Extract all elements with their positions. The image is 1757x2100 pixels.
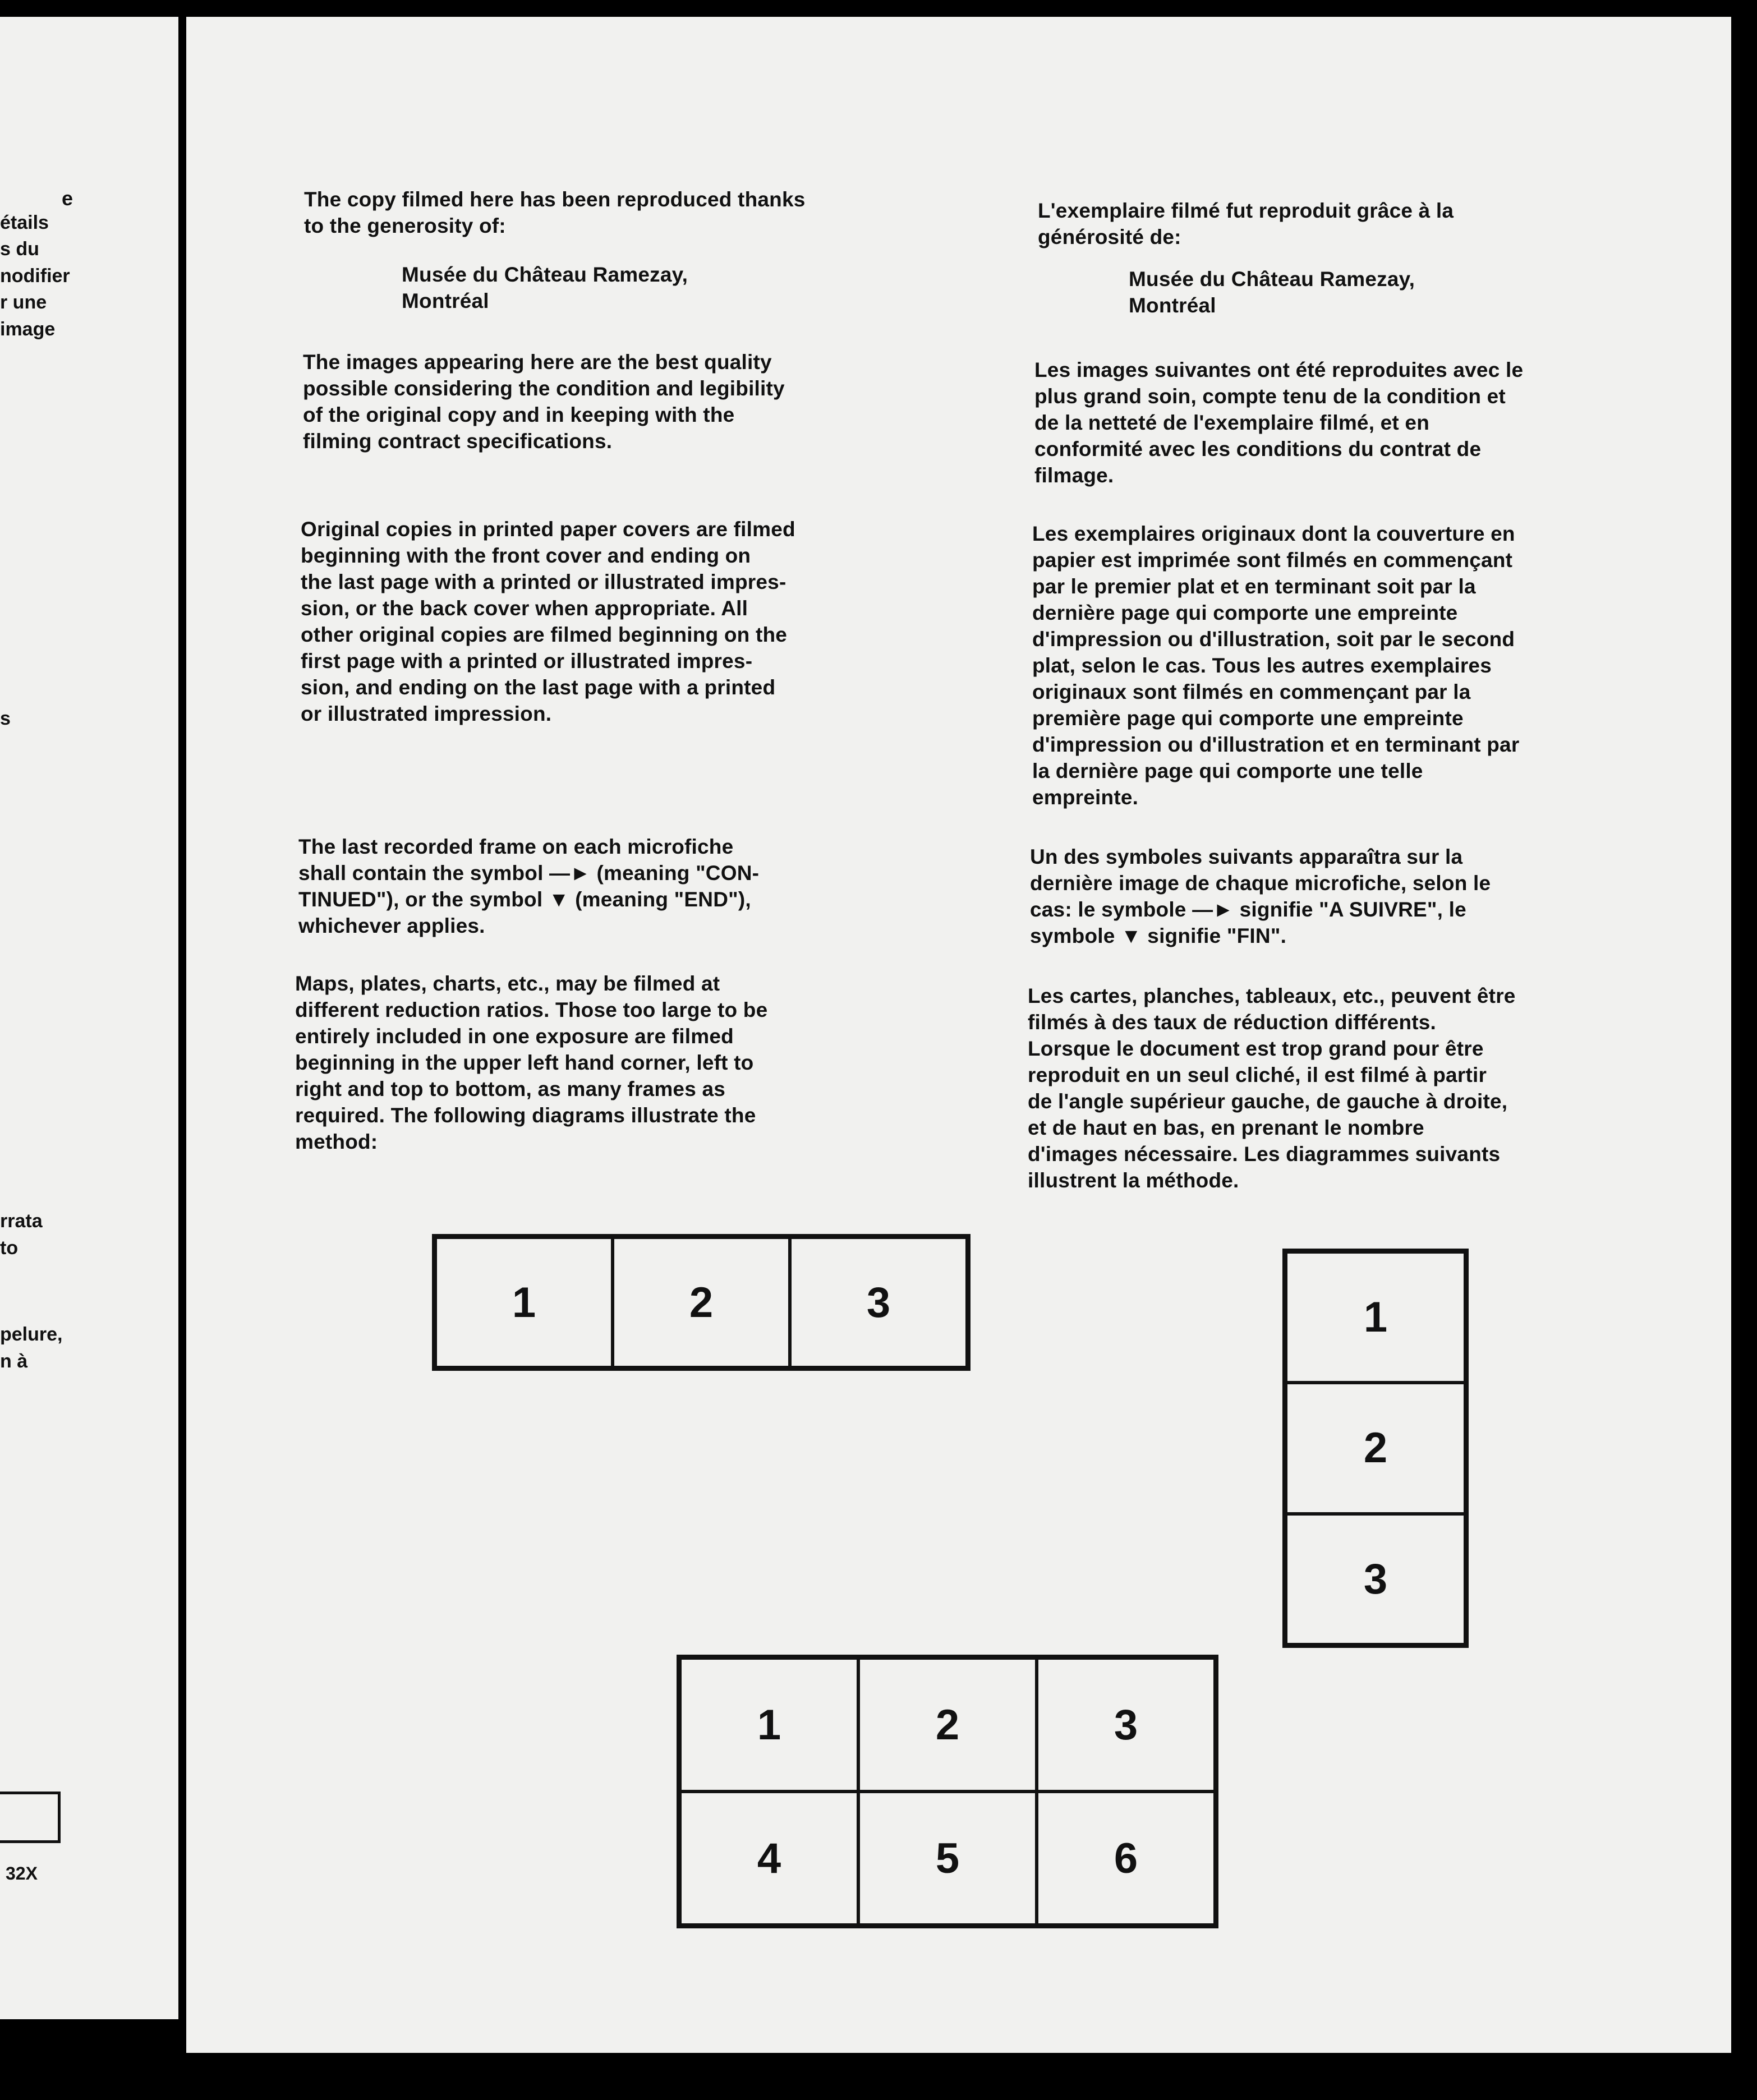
frame-cell: 2 <box>1286 1383 1465 1513</box>
french-maps-paragraph: Les cartes, planches, tableaux, etc., peuvent être filmés à des taux de réduction différents. Lorsque le document est trop grand pour être reproduit en un seul cliché, il est filmé à partir de l'angle supérieur gauche, de gauche à droite, et de haut en bas, en prenant le nombre d'images nécessaire. Les diagrammes suivants illustrent la méthode. <box>1028 984 1516 1192</box>
margin-fragment: pelure, <box>0 1324 63 1345</box>
french-symbol-paragraph: Un des symboles suivants apparaîtra sur la dernière image de chaque microfiche, selon le cas: le symbole —► signifie "A SUIVRE", le symbole ▼ signifie "FIN". <box>1030 845 1491 947</box>
reduction-scale-box <box>0 1792 61 1843</box>
margin-fragment: étails <box>0 212 49 233</box>
margin-fragment: e <box>61 187 73 210</box>
page-divider <box>178 17 186 2019</box>
margin-fragment: to <box>0 1237 19 1259</box>
french-intro: L'exemplaire filmé fut reproduit grâce à la générosité de: <box>1038 199 1454 248</box>
english-institution: Musée du Château Ramezay, Montréal <box>402 263 688 312</box>
french-institution: Musée du Château Ramezay, Montréal <box>1129 268 1415 317</box>
frame-cell: 2 <box>613 1237 790 1367</box>
margin-fragment: rrata <box>0 1210 43 1232</box>
margin-fragment: image <box>0 319 56 340</box>
frame-cell: 1 <box>435 1237 613 1367</box>
english-intro: The copy filmed here has been reproduced thanks to the generosity of: <box>304 188 806 237</box>
frame-cell: 6 <box>1037 1792 1215 1925</box>
english-quality-paragraph: The images appearing here are the best quality possible considering the condition and legibility of the original copy and in keeping with the filming contract specifications. <box>303 351 785 453</box>
frame-cell: 1 <box>1286 1252 1465 1383</box>
frame-cell: 3 <box>790 1237 967 1367</box>
margin-fragment: n à <box>0 1351 28 1372</box>
diagram-three-frames-horizontal <box>432 1234 971 1371</box>
frame-cell: 1 <box>680 1658 858 1792</box>
french-filming-order-paragraph: Les exemplaires originaux dont la couverture en papier est imprimée sont filmés en commençant par le premier plat et en terminant soit par la dernière page qui comporte une empreinte d'impression ou d'illustration, soit par le second plat, selon le cas. Tous les autres exemplaires originaux sont filmés en commençant par la première page qui comporte une empreinte d'impression ou d'illustration et en terminant par la dernière page qui comporte une telle empreinte. <box>1032 522 1520 809</box>
margin-fragment: nodifier <box>0 265 70 287</box>
frame-cell: 5 <box>858 1792 1037 1925</box>
frame-cell: 3 <box>1286 1514 1465 1645</box>
diagram-three-frames-vertical <box>1282 1249 1469 1648</box>
frame-cell: 2 <box>858 1658 1037 1792</box>
french-quality-paragraph: Les images suivantes ont été reproduites avec le plus grand soin, compte tenu de la condition et de la netteté de l'exemplaire filmé, et en conformité avec les conditions du contrat de filmage. <box>1034 358 1524 487</box>
english-filming-order-paragraph: Original copies in printed paper covers are filmed beginning with the front cover and ending on the last page with a printed or illustrated impres- sion, or the back cover when appropriate. All other original copies are filmed beginning on the first page with a printed or illustrated impres- sion, and ending on the last page with a printed or illustrated impression. <box>301 518 795 725</box>
reduction-label: 32X <box>6 1863 38 1883</box>
margin-fragment: s <box>0 708 11 729</box>
frame-cell: 4 <box>680 1792 858 1925</box>
diagram-six-frames-grid <box>677 1655 1218 1928</box>
frame-cell: 3 <box>1037 1658 1215 1792</box>
margin-fragment: r une <box>0 292 47 313</box>
margin-fragment: s du <box>0 238 39 260</box>
english-maps-paragraph: Maps, plates, charts, etc., may be filmed at different reduction ratios. Those too large to be entirely included in one exposure are filmed beginning in the upper left hand corner, left to right and top to bottom, as many frames as required. The following diagrams illustrate the method: <box>295 972 768 1153</box>
english-symbol-paragraph: The last recorded frame on each microfiche shall contain the symbol —► (meaning "CON- TINUED"), or the symbol ▼ (meaning "END"), whichever applies. <box>298 835 760 937</box>
left-page-fragment <box>0 17 178 2019</box>
